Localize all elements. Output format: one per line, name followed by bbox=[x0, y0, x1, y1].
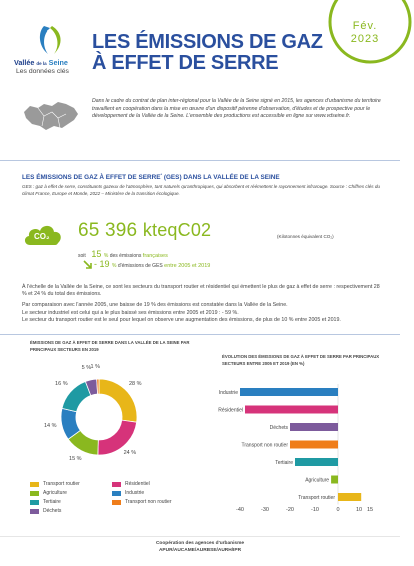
legend-item bbox=[30, 499, 61, 505]
legend-label: Déchets bbox=[43, 508, 62, 514]
legend-item bbox=[112, 481, 150, 487]
x-tick-label: -30 bbox=[261, 507, 269, 513]
bar bbox=[290, 423, 338, 431]
legend-swatch bbox=[30, 509, 39, 514]
x-tick-label: 10 bbox=[355, 507, 363, 513]
bar-chart bbox=[218, 360, 392, 530]
paragraph: Par comparaison avec l'année 2005, une baisse de 19 % des émissions est constatée dans la Vallée de la Seine. Le secteur industriel est celui qui a le plus baissé ses émissions entre 2005 et 2019 : - 59 %. Le secteur du transport routier est le seul pour lequel on observe une augmentation des émissions, de plus de 10 % entre 2005 et 2019. bbox=[22, 302, 341, 324]
bar bbox=[331, 476, 338, 484]
total-emissions-value: 65 396 kteqC02 bbox=[78, 220, 212, 241]
x-tick-label: 15 bbox=[366, 507, 374, 513]
footer: Coopération des agences d'urbanisme APUR/AUCAME/AURBSE/AURH/IPR bbox=[155, 541, 245, 553]
emissions-trend: - 19 % d'émissions de GES entre 2005 et 2019 bbox=[94, 259, 211, 269]
bar-category-label: Agriculture bbox=[305, 477, 330, 484]
bar-category-label: Transport routier bbox=[298, 495, 335, 501]
brand-tagline: Les données clés bbox=[16, 68, 69, 75]
x-tick-label: -40 bbox=[236, 507, 244, 513]
bar bbox=[290, 441, 338, 449]
legend-swatch bbox=[30, 482, 39, 487]
total-emissions-unit-note: (Kilotonnes équivalent CO₂) bbox=[277, 234, 334, 239]
legend-item bbox=[30, 481, 80, 487]
legend-item bbox=[30, 508, 61, 514]
analysis-text bbox=[22, 284, 384, 325]
donut-chart-title: ÉMISSIONS DE GAZ À EFFET DE SERRE DANS LA VALLÉE DE LA SEINE PAR PRINCIPAUX SECTEURS EN 2019 bbox=[30, 340, 190, 352]
section-divider bbox=[0, 160, 400, 161]
legend-label: Transport non routier bbox=[125, 499, 172, 505]
ges-definition: GES : gaz à effet de serre, constituants gazeux de l'atmosphère, tant naturels qu'anthropiques, qui absorbent et réémettent le rayonnement infrarouge. Source : Chiffres clés du climat France, Europe et Monde, 2022 – Ministère de la transition écologique. bbox=[22, 184, 380, 196]
donut-value-label: 5 % bbox=[81, 365, 92, 372]
donut-value-label: 15 % bbox=[69, 456, 82, 463]
bar-category-label: Résidentiel bbox=[218, 407, 243, 414]
legend-swatch bbox=[112, 500, 121, 505]
bar bbox=[245, 406, 338, 414]
legend-item bbox=[30, 490, 67, 496]
bar-chart-title: ÉVOLUTION DES ÉMISSIONS DE GAZ À EFFET DE SERRE PAR PRINCIPAUX SECTEURS ENTRE 2005 ET 2019 (EN %) bbox=[222, 354, 380, 366]
legend-label: Industrie bbox=[125, 490, 145, 496]
page-title: LES ÉMISSIONS DE GAZ À EFFET DE SERRE bbox=[92, 31, 323, 74]
legend-label: Transport routier bbox=[43, 481, 80, 487]
national-share: soit 15 % des émissions françaises bbox=[78, 249, 168, 259]
legend-swatch bbox=[112, 482, 121, 487]
vallee-de-la-seine-logo-icon bbox=[36, 24, 66, 56]
legend-swatch bbox=[112, 491, 121, 496]
x-tick-label: 0 bbox=[336, 507, 340, 513]
section-divider bbox=[0, 334, 400, 335]
co2-label: CO₂ bbox=[34, 232, 50, 241]
legend-swatch bbox=[30, 491, 39, 496]
legend-label: Agriculture bbox=[43, 490, 67, 496]
publication-date: Fév. 2023 bbox=[350, 20, 380, 45]
bar bbox=[295, 458, 338, 466]
x-tick-label: -10 bbox=[311, 507, 319, 513]
region-map-icon bbox=[22, 98, 82, 134]
footer-divider bbox=[0, 536, 400, 537]
legend-label: Tertiaire bbox=[43, 499, 61, 505]
bar bbox=[240, 388, 338, 396]
donut-value-label: 24 % bbox=[123, 450, 137, 457]
brand-name: Vallée de la Seine bbox=[14, 58, 68, 67]
legend-item bbox=[112, 490, 144, 496]
trend-down-icon bbox=[83, 260, 93, 270]
donut-value-label: 1 % bbox=[90, 364, 100, 371]
legend-label: Résidentiel bbox=[125, 481, 150, 487]
bar-category-label: Déchets bbox=[269, 425, 288, 431]
bar bbox=[338, 493, 361, 501]
x-tick-label: -20 bbox=[286, 507, 294, 513]
donut-value-label: 14 % bbox=[43, 422, 57, 429]
section-heading: LES ÉMISSIONS DE GAZ À EFFET DE SERRE* (GES) DANS LA VALLÉE DE LA SEINE bbox=[22, 172, 280, 182]
donut-value-label: 16 % bbox=[55, 380, 68, 387]
paragraph: À l'échelle de la Vallée de la Seine, ce sont les secteurs du transport routier et résidentiel qui émettent le plus de gaz à effet de serre : respectivement 28 % et 24 % du total des émissions. bbox=[22, 284, 380, 298]
legend-item bbox=[112, 499, 172, 505]
bar-category-label: Industrie bbox=[218, 390, 238, 396]
donut-value-label: 28 % bbox=[128, 380, 142, 387]
intro-text: Dans le cadre du contrat de plan inter-régional pour la Vallée de la Seine signé en 2015, les agences d'urbanisme du territoire travaillent en coopération dans la mise en œuvre d'un dispositif pérenne d'observation, d'études et de prospective pour le développement de la Vallée de la Seine. L'ensemble des productions est accessible en ligne sur www.vdseine.fr. bbox=[92, 98, 381, 119]
bar-category-label: Transport non routier bbox=[241, 442, 288, 449]
legend-swatch bbox=[30, 500, 39, 505]
bar-category-label: Tertiaire bbox=[275, 460, 293, 466]
